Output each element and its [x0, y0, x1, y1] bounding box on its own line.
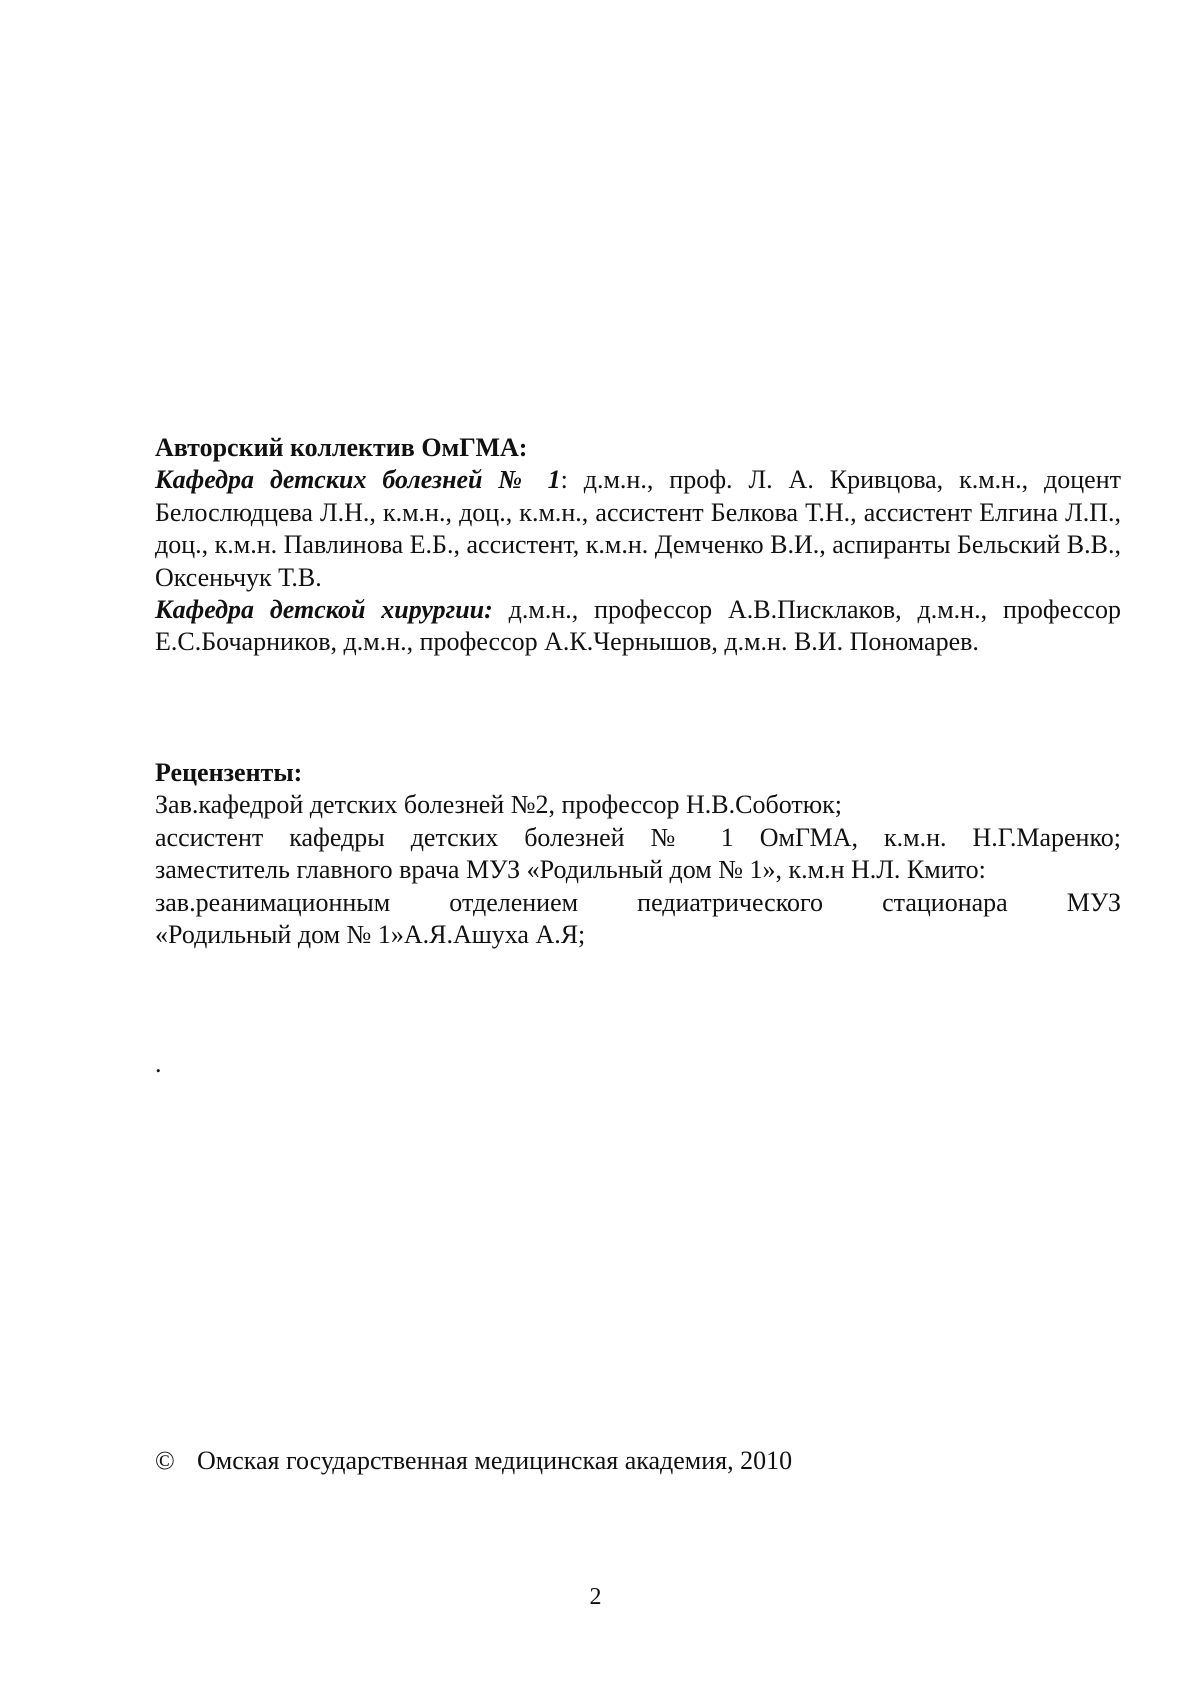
reviewers-heading: Рецензенты: [155, 758, 303, 787]
dept-pediatrics-name: Кафедра детских болезней № 1 [155, 465, 561, 495]
copyright-text: Омская государственная медицинская академия, 2010 [197, 1446, 793, 1475]
reviewer-line-1: Зав.кафедрой детских болезней №2, профессор Н.В.Соботюк; [155, 790, 843, 820]
reviewer-line-2: ассистент кафедры детских болезней № 1 ОмГМА, к.м.н. Н.Г.Маренко; [155, 822, 1121, 852]
reviewers-section [155, 757, 1121, 951]
stray-dot: . [155, 1049, 162, 1078]
reviewer-line-3: заместитель главного врача МУЗ «Родильный дом № 1», к.м.н Н.Л. Кмито: [155, 855, 986, 885]
authors-heading: Авторский коллектив ОмГМА: [155, 433, 528, 462]
reviewer-line-4b: «Родильный дом № 1»А.Я.Ашуха А.Я; [155, 920, 586, 950]
dept-surgery-members: д.м.н., профессор А.В.Писклаков, д.м.н., профессор Е.С.Бочарников, д.м.н., профессор А.К.Чернышов, д.м.н. В.И. Пономарев. [155, 595, 1121, 657]
authors-section [155, 432, 1121, 659]
copyright-line [155, 1445, 792, 1477]
page-number: 2 [589, 1584, 602, 1610]
dept-pediatrics-members: : д.м.н., проф. Л. А. Кривцова, к.м.н., доцент Белослюдцева Л.Н., к.м.н., доц., к.м.н., ассистент Белкова Т.Н., ассистент Елгина Л.П., доц., к.м.н. Павлинова Е.Б., ассистент, к.м.н. Демченко В.И., аспиранты Бельский В.В., Оксеньчук Т.В. [155, 465, 1121, 592]
copyright-icon: © [155, 1446, 175, 1475]
reviewer-line-4a: зав.реанимационным отделением педиатрического стационара МУЗ [155, 887, 1121, 917]
dept-surgery-paragraph [155, 594, 1121, 659]
dept-pediatrics-paragraph [155, 464, 1121, 594]
dept-surgery-name: Кафедра детской хирургии: [155, 595, 493, 625]
